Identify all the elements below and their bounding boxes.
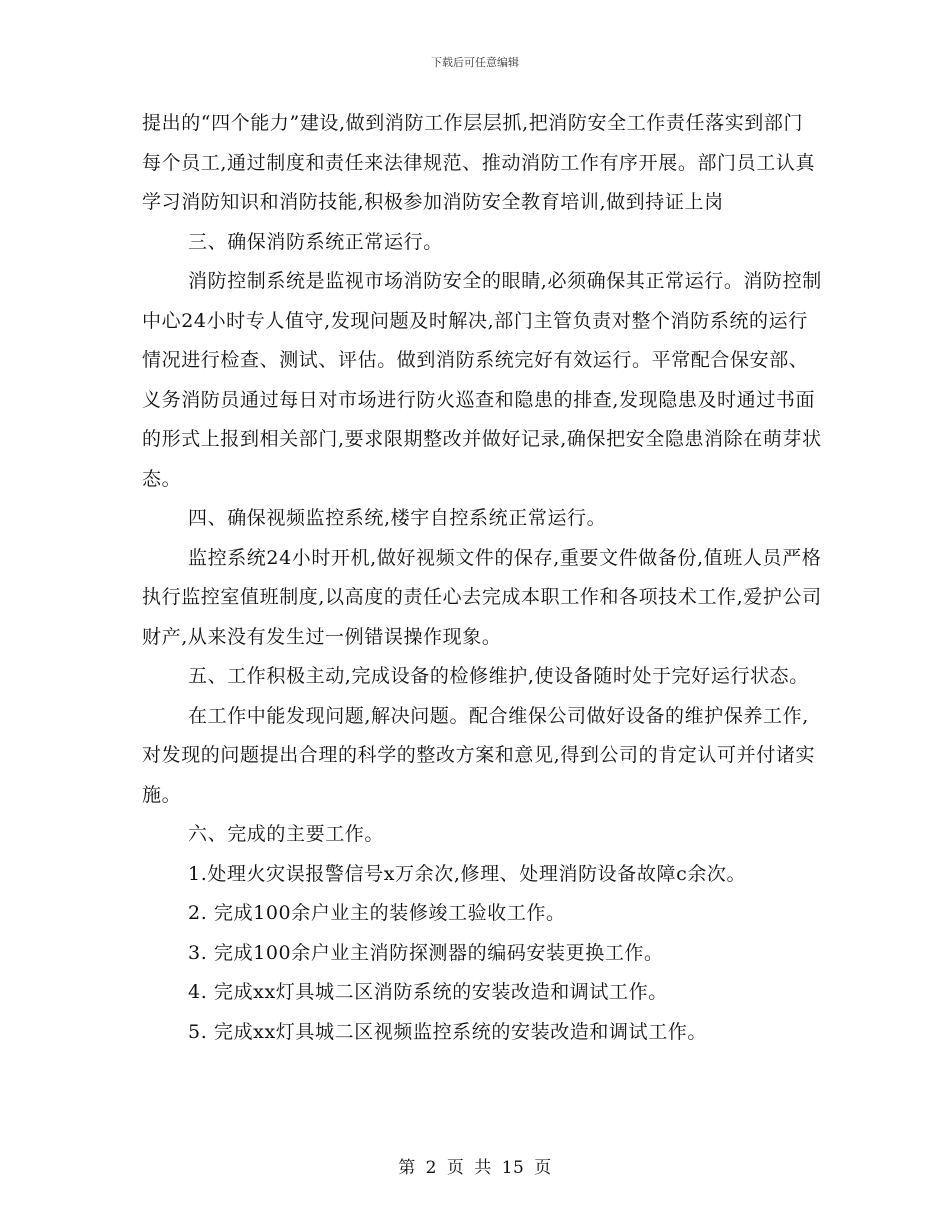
page-header: 下载后可任意编辑 bbox=[431, 56, 519, 69]
paragraph-continuation: 提出的“四个能力”建设,做到消防工作层层抓,把消防安全工作责任落实到部门每个员工,通过制度和责任来法律规范、推动消防工作有序开展。部门员工认真学习消防知识和消防技能,积极参加消防安全教育培训,做到持证上岗 bbox=[142, 112, 816, 213]
list-item: 1.处理火灾误报警信号x万余次,修理、处理消防设备故障c余次。 bbox=[188, 862, 747, 885]
paragraph-maintenance: 在工作中能发现问题,解决问题。配合维保公司做好设备的维护保养工作,对发现的问题提出合理的科学的整改方案和意见,得到公司的肯定认可并付诸实施。 bbox=[142, 704, 816, 806]
section-heading-4: 四、确保视频监控系统,楼宇自控系统正常运行。 bbox=[188, 507, 607, 529]
section-heading-5: 五、工作积极主动,完成设备的检修维护,使设备随时处于完好运行状态。 bbox=[188, 665, 809, 687]
page-number: 第 2 页 共 15 页 bbox=[398, 1158, 552, 1178]
paragraph-monitoring-system: 监控系统24小时开机,做好视频文件的保存,重要文件做备份,值班人员严格执行监控室值班制度,以高度的责任心去完成本职工作和各项技术工作,爱护公司财产,从来没有发生过一例错误操作现象。 bbox=[142, 546, 822, 648]
list-item: 4. 完成xx灯具城二区消防系统的安装改造和调试工作。 bbox=[188, 981, 668, 1003]
section-heading-3: 三、确保消防系统正常运行。 bbox=[188, 230, 443, 253]
document-body bbox=[142, 104, 822, 1052]
list-item: 5. 完成xx灯具城二区视频监控系统的安装改造和调试工作。 bbox=[188, 1020, 707, 1043]
list-item: 2. 完成100余户业主的装修竣工验收工作。 bbox=[188, 902, 566, 924]
list-item: 3. 完成100余户业主消防探测器的编码安装更换工作。 bbox=[188, 941, 664, 964]
section-heading-6: 六、完成的主要工作。 bbox=[188, 823, 385, 845]
paragraph-fire-control-system: 消防控制系统是监视市场消防安全的眼睛,必须确保其正常运行。消防控制中心24小时专人值守,发现问题及时解决,部门主管负责对整个消防系统的运行情况进行检查、测试、评估。做到消防系统完好有效运行。平常配合保安部、义务消防员通过每日对市场进行防火巡查和隐患的排查,发现隐患及时通过书面的形式上报到相关部门,要求限期整改并做好记录,确保把安全隐患消除在萌芽状态。 bbox=[142, 270, 822, 490]
